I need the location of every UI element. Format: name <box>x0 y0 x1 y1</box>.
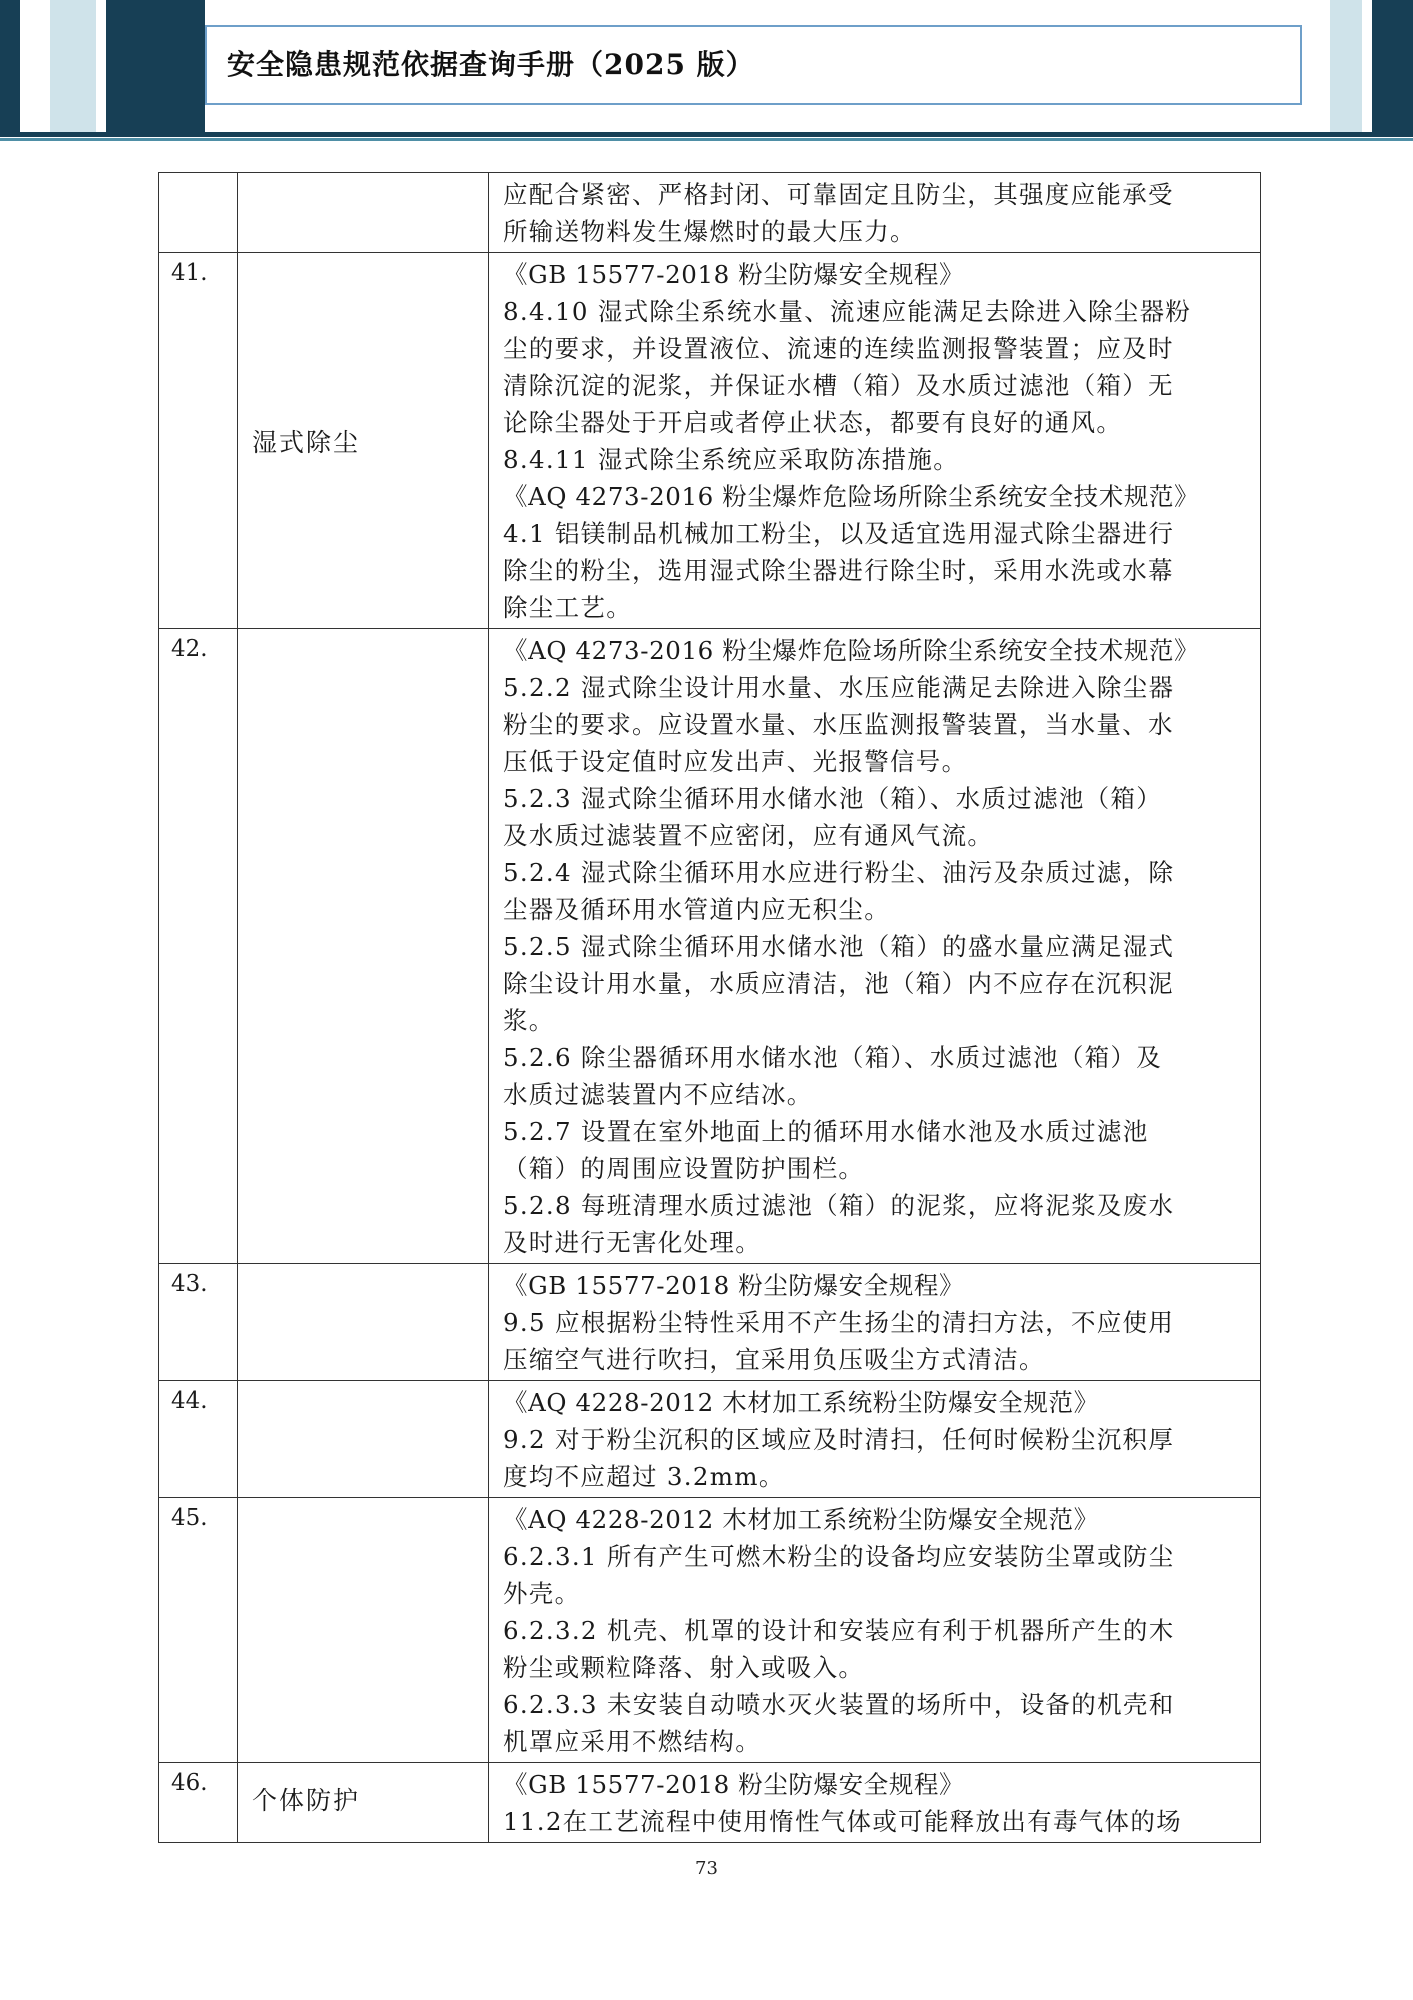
header-stripe <box>1372 0 1413 132</box>
regulation-reference-cell <box>489 1264 1261 1381</box>
regulation-text <box>489 1763 1260 1842</box>
clause-text: 除尘的粉尘，选用湿式除尘器进行除尘时，采用水洗或水幕 <box>503 556 1174 585</box>
clause-text: 5.2.5 湿式除尘循环用水储水池（箱）的盛水量应满足湿式 <box>503 932 1175 961</box>
clause-text: 5.2.8 每班清理水质过滤池（箱）的泥浆，应将泥浆及废水 <box>503 1191 1175 1220</box>
clause-text: 及水质过滤装置不应密闭，应有通风气流。 <box>503 821 994 850</box>
item-number-cell <box>159 1381 238 1498</box>
clause-text: 9.2 对于粉尘沉积的区域应及时清扫，任何时候粉尘沉积厚 <box>503 1425 1175 1454</box>
item-number-cell <box>159 173 238 253</box>
item-number-cell <box>159 1264 238 1381</box>
clause-text: 压缩空气进行吹扫，宜采用负压吸尘方式清洁。 <box>503 1345 1045 1374</box>
standard-title: 《GB 15577-2018 粉尘防爆安全规程》 <box>503 1770 965 1799</box>
category-cell <box>238 1763 489 1843</box>
clause-text: 机罩应采用不燃结构。 <box>503 1727 761 1756</box>
page-title: 安全隐患规范依据查询手册（2025 版） <box>227 48 755 81</box>
header-stripe <box>96 0 106 132</box>
clause-text: 水质过滤装置内不应结冰。 <box>503 1080 813 1109</box>
category-label: 湿式除尘 <box>252 427 361 457</box>
regulation-reference-cell <box>489 1763 1261 1843</box>
clause-text: 度均不应超过 3.2mm。 <box>503 1462 785 1491</box>
table-row <box>159 1381 1261 1498</box>
clause-text: 清除沉淀的泥浆，并保证水槽（箱）及水质过滤池（箱）无 <box>503 371 1174 400</box>
standard-title: 《GB 15577-2018 粉尘防爆安全规程》 <box>503 260 965 289</box>
regulation-reference-cell <box>489 173 1261 253</box>
item-number: 46. <box>171 1770 208 1796</box>
regulation-text <box>489 173 1260 252</box>
header-stripe <box>50 0 96 132</box>
clause-text: 外壳。 <box>503 1579 581 1608</box>
title-box <box>205 25 1302 105</box>
regulation-text <box>489 1498 1260 1762</box>
item-number-cell <box>159 1498 238 1763</box>
regulation-reference-cell <box>489 1498 1261 1763</box>
table-row <box>159 253 1261 629</box>
header-stripe <box>1302 0 1330 132</box>
category-cell <box>238 253 489 629</box>
table-row <box>159 1763 1261 1843</box>
clause-text: 尘器及循环用水管道内应无积尘。 <box>503 895 890 924</box>
clause-text: 6.2.3.1 所有产生可燃木粉尘的设备均应安装防尘罩或防尘 <box>503 1542 1175 1571</box>
regulation-reference-cell <box>489 253 1261 629</box>
header-stripe <box>1362 0 1372 132</box>
item-number: 41. <box>171 260 208 286</box>
table-row <box>159 1264 1261 1381</box>
header-stripe <box>0 0 20 132</box>
clause-text: 5.2.2 湿式除尘设计用水量、水压应能满足去除进入除尘器 <box>503 673 1175 702</box>
clause-text: 6.2.3.3 未安装自动喷水灭火装置的场所中，设备的机壳和 <box>503 1690 1175 1719</box>
category-label: 个体防护 <box>252 1786 361 1815</box>
item-number: 44. <box>171 1388 208 1414</box>
standard-title: 《AQ 4228-2012 木材加工系统粉尘防爆安全规范》 <box>503 1505 1099 1534</box>
table-row <box>159 1498 1261 1763</box>
header-stripe <box>20 0 50 132</box>
standard-title: 《AQ 4273-2016 粉尘爆炸危险场所除尘系统安全技术规范》 <box>503 482 1200 511</box>
clause-text: 5.2.7 设置在室外地面上的循环用水储水池及水质过滤池 <box>503 1117 1149 1146</box>
clause-text: 压低于设定值时应发出声、光报警信号。 <box>503 747 968 776</box>
category-cell <box>238 1498 489 1763</box>
clause-text: 6.2.3.2 机壳、机罩的设计和安装应有利于机器所产生的木 <box>503 1616 1175 1645</box>
clause-text: 9.5 应根据粉尘特性采用不产生扬尘的清扫方法，不应使用 <box>503 1308 1175 1337</box>
clause-text: 5.2.6 除尘器循环用水储水池（箱）、水质过滤池（箱）及 <box>503 1043 1163 1072</box>
clause-text: 8.4.10 湿式除尘系统水量、流速应能满足去除进入除尘器粉 <box>503 297 1192 326</box>
clause-text: 5.2.3 湿式除尘循环用水储水池（箱）、水质过滤池（箱） <box>503 784 1163 813</box>
item-number-cell <box>159 253 238 629</box>
regulation-text <box>489 1381 1260 1497</box>
item-number <box>159 173 237 179</box>
clause-text: 除尘工艺。 <box>503 593 632 622</box>
regulation-reference-cell <box>489 629 1261 1264</box>
table-row <box>159 629 1261 1264</box>
category-cell <box>238 1264 489 1381</box>
clause-text: 11.2在工艺流程中使用惰性气体或可能释放出有毒气体的场 <box>503 1807 1182 1836</box>
header-stripe <box>1330 0 1362 132</box>
header-rule <box>0 138 1413 141</box>
category-cell <box>238 173 489 253</box>
regulation-reference-cell <box>489 1381 1261 1498</box>
clause-text: 5.2.4 湿式除尘循环用水应进行粉尘、油污及杂质过滤，除 <box>503 858 1175 887</box>
clause-text: 尘的要求，并设置液位、流速的连续监测报警装置；应及时 <box>503 334 1174 363</box>
clause-text: 除尘设计用水量，水质应清洁，池（箱）内不应存在沉积泥 <box>503 969 1174 998</box>
page-number: 73 <box>695 1858 718 1879</box>
clause-text: 应配合紧密、严格封闭、可靠固定且防尘，其强度应能承受 <box>503 180 1174 209</box>
item-number-cell <box>159 629 238 1264</box>
regulation-text <box>489 1264 1260 1380</box>
clause-text: 粉尘或颗粒降落、射入或吸入。 <box>503 1653 865 1682</box>
clause-text: 及时进行无害化处理。 <box>503 1228 761 1257</box>
regulation-text <box>489 253 1260 628</box>
header-stripe <box>106 0 205 132</box>
standard-title: 《GB 15577-2018 粉尘防爆安全规程》 <box>503 1271 965 1300</box>
regulation-text <box>489 629 1260 1263</box>
clause-text: 粉尘的要求。应设置水量、水压监测报警装置，当水量、水 <box>503 710 1174 739</box>
regulation-table <box>158 172 1261 1843</box>
table-row <box>159 173 1261 253</box>
item-number: 43. <box>171 1271 208 1297</box>
standard-title: 《AQ 4273-2016 粉尘爆炸危险场所除尘系统安全技术规范》 <box>503 636 1200 665</box>
clause-text: 所输送物料发生爆燃时的最大压力。 <box>503 217 916 246</box>
header-rule <box>0 132 1413 137</box>
clause-text: 论除尘器处于开启或者停止状态，都要有良好的通风。 <box>503 408 1123 437</box>
clause-text: 8.4.11 湿式除尘系统应采取防冻措施。 <box>503 445 960 474</box>
clause-text: （箱）的周围应设置防护围栏。 <box>503 1154 865 1183</box>
standard-title: 《AQ 4228-2012 木材加工系统粉尘防爆安全规范》 <box>503 1388 1099 1417</box>
category-cell <box>238 629 489 1264</box>
item-number: 45. <box>171 1505 208 1531</box>
clause-text: 4.1 铝镁制品机械加工粉尘，以及适宜选用湿式除尘器进行 <box>503 519 1175 548</box>
category-cell <box>238 1381 489 1498</box>
item-number-cell <box>159 1763 238 1843</box>
item-number: 42. <box>171 636 208 662</box>
clause-text: 浆。 <box>503 1006 555 1035</box>
